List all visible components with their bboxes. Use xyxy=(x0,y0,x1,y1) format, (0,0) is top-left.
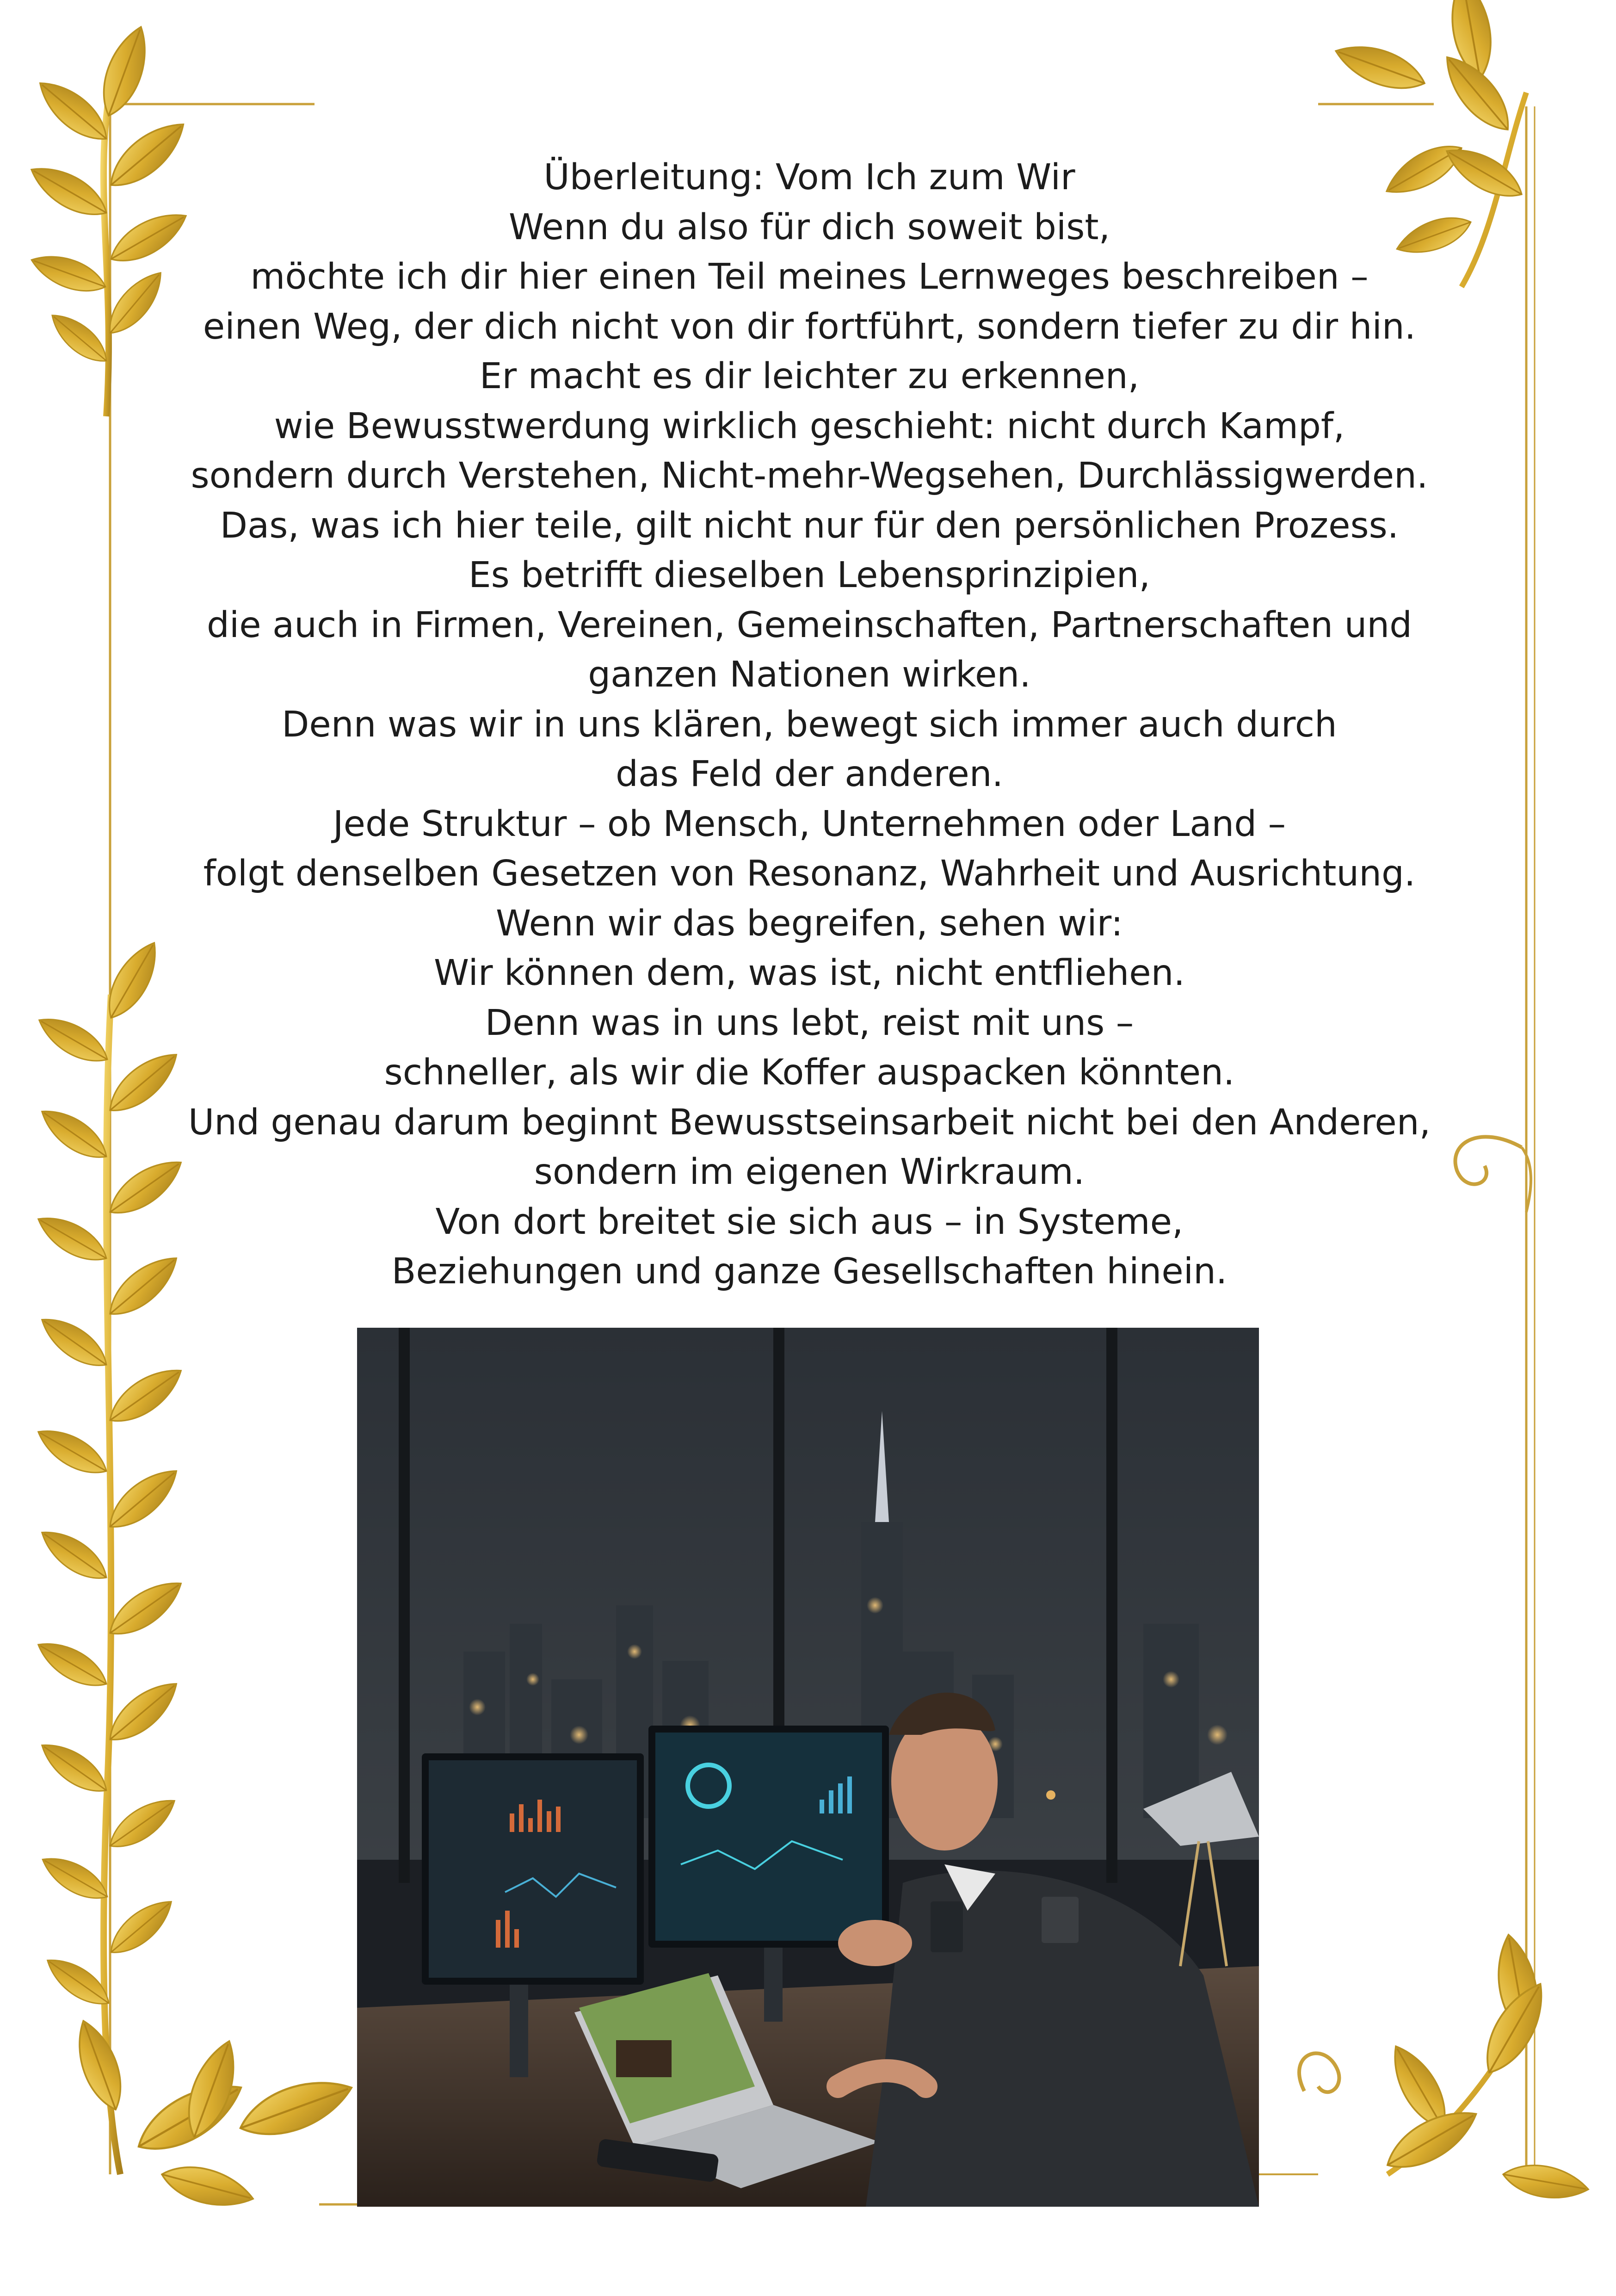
text-line: wie Bewusstwerdung wirklich geschieht: nicht durch Kampf, xyxy=(274,405,1345,447)
text-line: das Feld der anderen. xyxy=(615,754,1004,795)
text-line: Jede Struktur – ob Mensch, Unternehmen oder Land – xyxy=(333,803,1286,845)
text-line: Von dort breitet sie sich aus – in Systeme, xyxy=(435,1201,1184,1243)
text-line: möchte ich dir hier einen Teil meines Lernweges beschreiben – xyxy=(250,256,1369,297)
text-line: die auch in Firmen, Vereinen, Gemeinschaften, Partnerschaften und xyxy=(206,604,1412,646)
body-text xyxy=(167,153,1452,1297)
text-line: Denn was wir in uns klären, bewegt sich immer auch durch xyxy=(282,704,1337,745)
text-line: Das, was ich hier teile, gilt nicht nur für den persönlichen Prozess. xyxy=(220,505,1399,546)
text-line: folgt denselben Gesetzen von Resonanz, Wahrheit und Ausrichtung. xyxy=(203,853,1416,894)
man-at-computer-illustration xyxy=(357,1328,1259,2207)
heading-line: Überleitung: Vom Ich zum Wir xyxy=(543,157,1075,198)
text-line: Er macht es dir leichter zu erkennen, xyxy=(479,356,1140,397)
text-line: Denn was in uns lebt, reist mit uns – xyxy=(485,1002,1134,1044)
text-line: sondern im eigenen Wirkraum. xyxy=(534,1151,1085,1193)
text-line: Es betrifft dieselben Lebensprinzipien, xyxy=(468,555,1151,596)
text-line: Und genau darum beginnt Bewusstseinsarbeit nicht bei den Anderen, xyxy=(188,1102,1431,1143)
text-line: schneller, als wir die Koffer auspacken könnten. xyxy=(384,1052,1235,1093)
text-line: Beziehungen und ganze Gesellschaften hinein. xyxy=(391,1251,1227,1292)
text-line: sondern durch Verstehen, Nicht-mehr-Wegsehen, Durchlässigwerden. xyxy=(191,455,1428,496)
text-line: Wir können dem, was ist, nicht entfliehen. xyxy=(434,953,1185,994)
text-line: einen Weg, der dich nicht von dir fortführt, sondern tiefer zu dir hin. xyxy=(203,306,1416,347)
text-line: Wenn du also für dich soweit bist, xyxy=(508,206,1110,248)
text-line: Wenn wir das begreifen, sehen wir: xyxy=(496,903,1123,944)
text-line: ganzen Nationen wirken. xyxy=(588,654,1031,695)
